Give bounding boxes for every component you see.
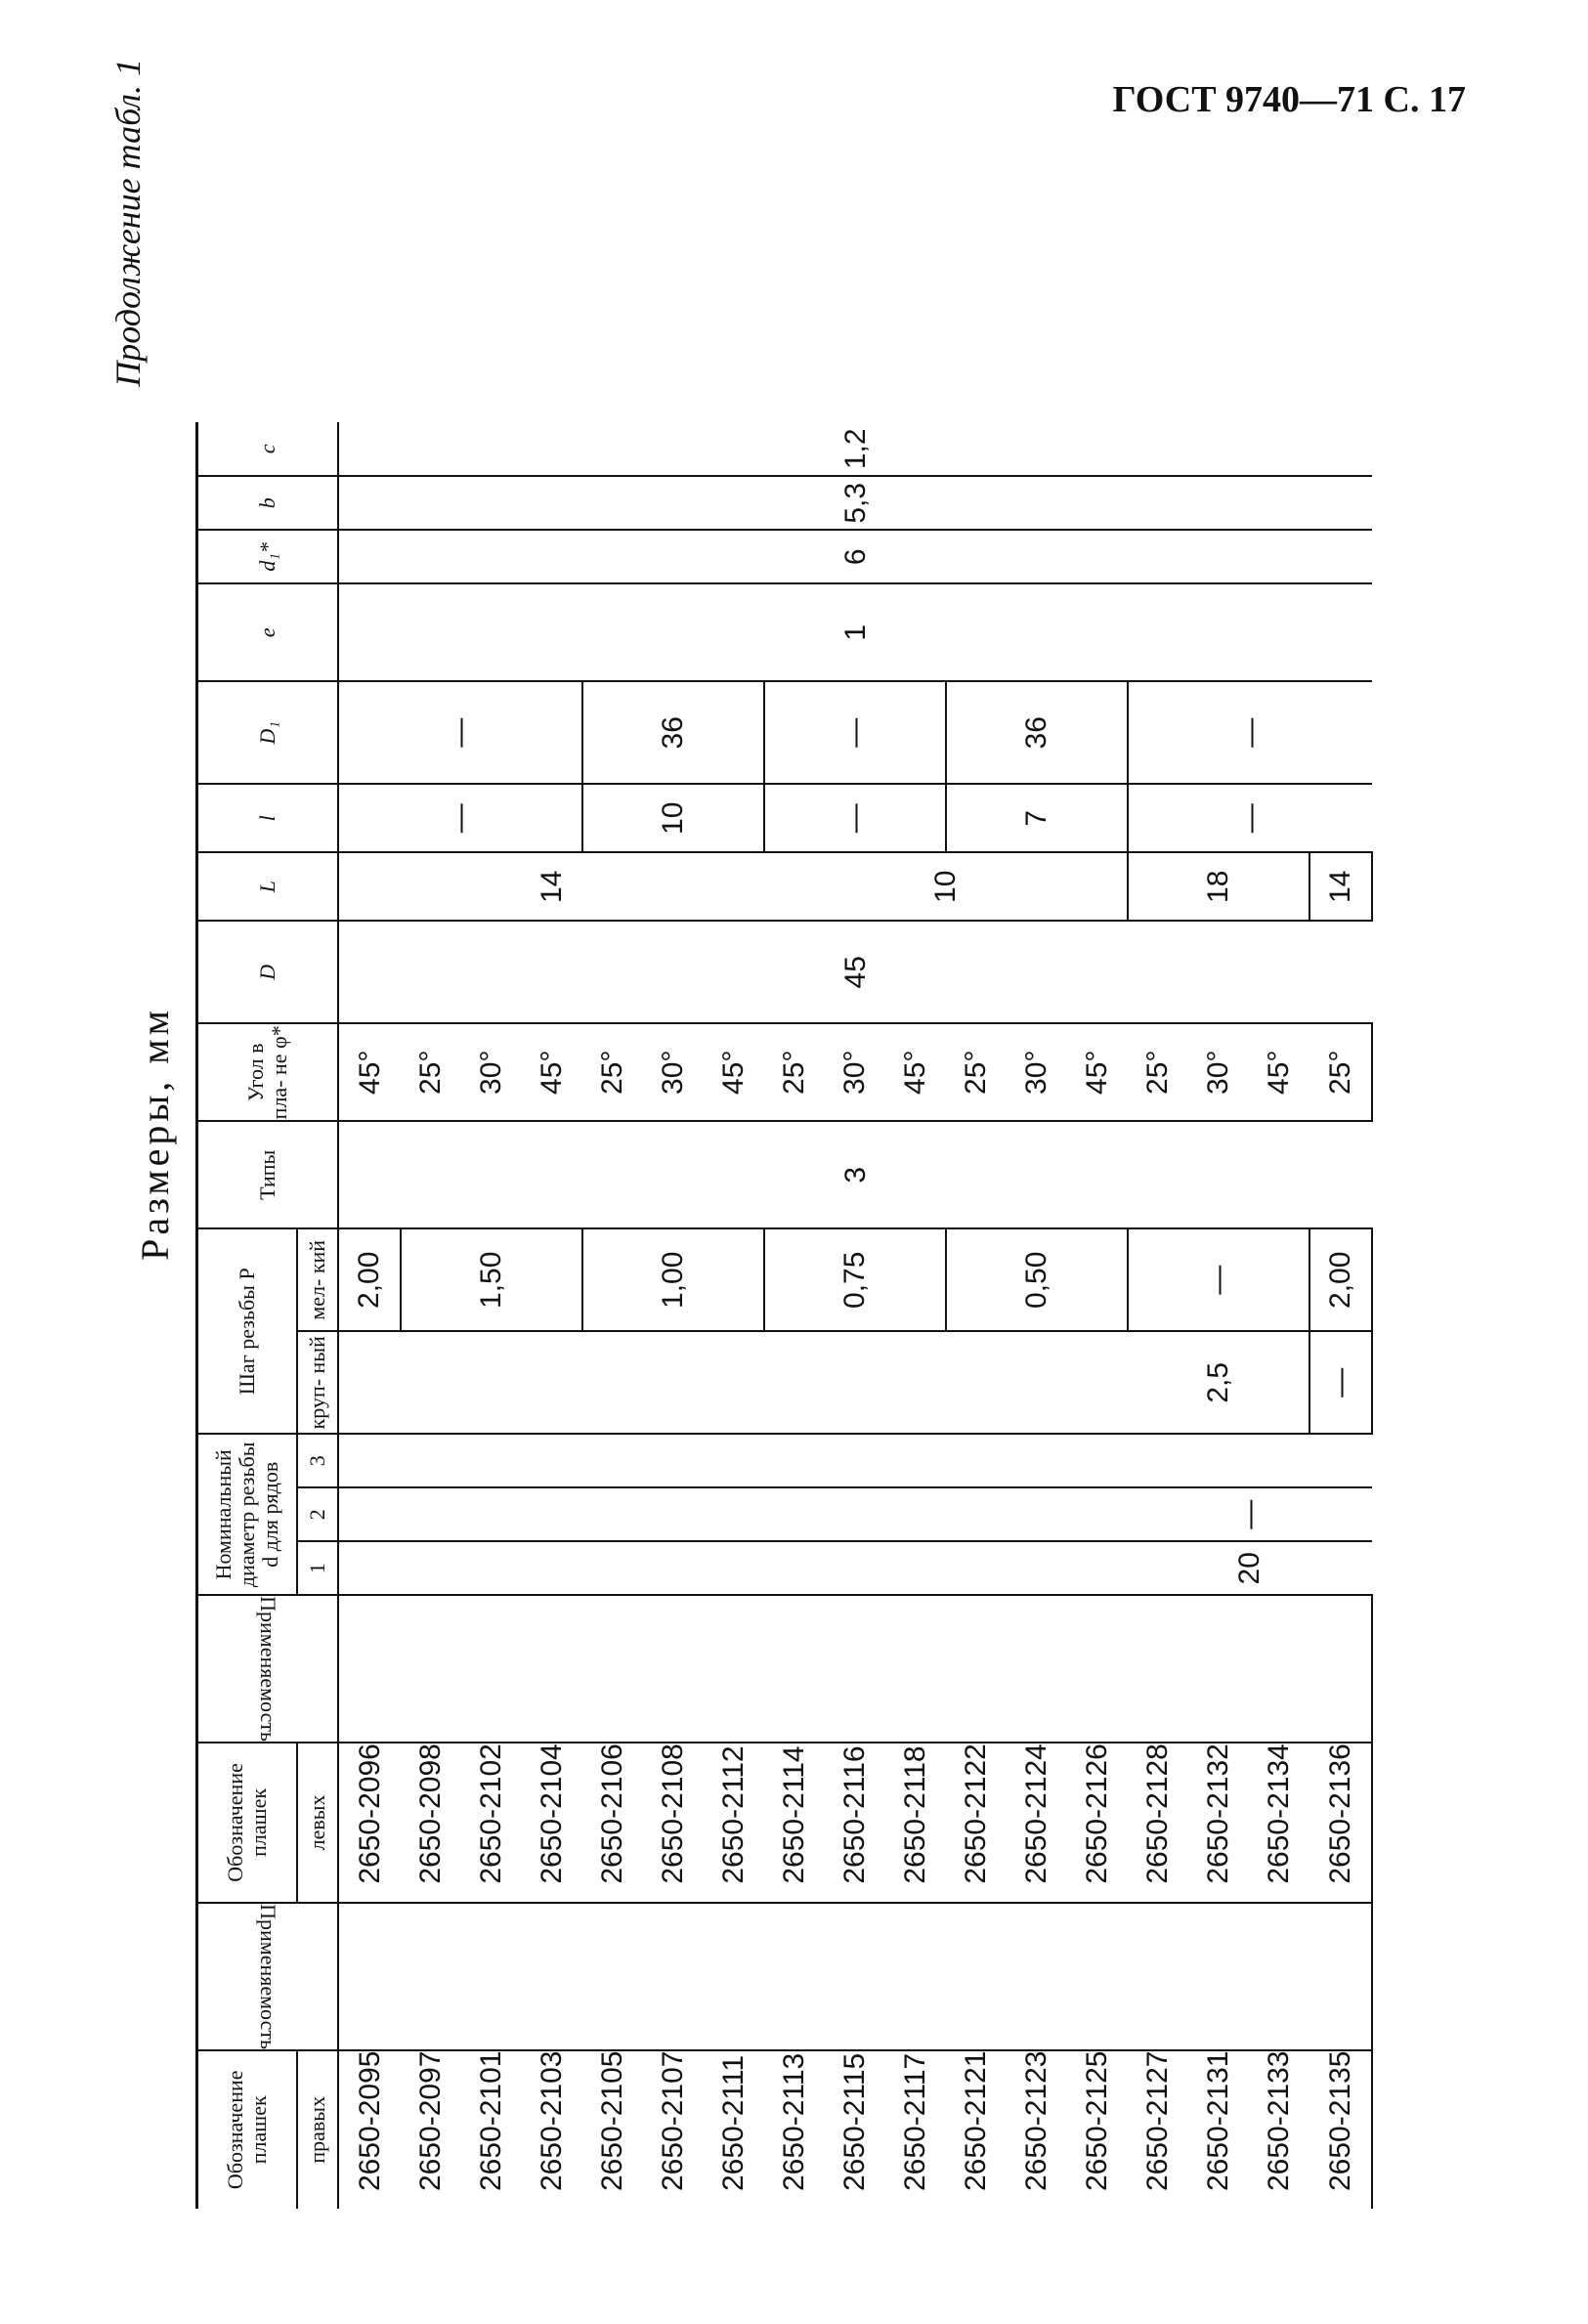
application-cell bbox=[1128, 1595, 1188, 1743]
angle-cell: 45° bbox=[704, 1023, 764, 1121]
left-code-cell: 2650-2106 bbox=[582, 1743, 643, 1902]
angle-cell: 25° bbox=[1309, 1023, 1372, 1121]
left-code-cell: 2650-2126 bbox=[1067, 1743, 1128, 1902]
left-code-cell: 2650-2122 bbox=[946, 1743, 1007, 1902]
pitch-fine-cell: 2,00 bbox=[1309, 1228, 1372, 1331]
application-cell bbox=[582, 1903, 643, 2050]
e-cell: 1 bbox=[338, 583, 1372, 681]
pitch-fine-cell: — bbox=[1128, 1228, 1309, 1331]
l-cell: — bbox=[338, 784, 582, 852]
application-cell bbox=[704, 1903, 764, 2050]
application-cell bbox=[338, 1595, 401, 1743]
application-cell bbox=[885, 1595, 946, 1743]
col-pitch: Шаг резьбы P bbox=[197, 1228, 298, 1434]
application-cell bbox=[825, 1903, 885, 2050]
left-code-cell: 2650-2112 bbox=[704, 1743, 764, 1902]
application-cell bbox=[764, 1595, 825, 1743]
application-cell bbox=[885, 1903, 946, 2050]
application-cell bbox=[704, 1595, 764, 1743]
application-cell bbox=[1067, 1595, 1128, 1743]
table-continuation-label: Продолжение табл. 1 bbox=[108, 59, 148, 387]
pitch-fine-cell: 0,50 bbox=[946, 1228, 1128, 1331]
L-cell: 10 bbox=[764, 852, 1128, 921]
application-cell bbox=[461, 1595, 522, 1743]
col-application-right: Применяемость bbox=[197, 1903, 339, 2050]
L-cell: 14 bbox=[1309, 852, 1372, 921]
col-b: b bbox=[197, 476, 339, 530]
left-code-cell: 2650-2096 bbox=[338, 1743, 401, 1902]
table-caption: Размеры, мм bbox=[133, 1007, 177, 1261]
application-cell bbox=[643, 1903, 704, 2050]
col-l: l bbox=[197, 784, 339, 852]
left-code-cell: 2650-2104 bbox=[522, 1743, 582, 1902]
application-cell bbox=[582, 1595, 643, 1743]
D1-cell: 36 bbox=[582, 681, 764, 784]
row2-cell: — bbox=[1128, 1487, 1372, 1541]
application-cell bbox=[1067, 1903, 1128, 2050]
D1-cell: — bbox=[338, 681, 582, 784]
left-code-cell: 2650-2132 bbox=[1188, 1743, 1249, 1902]
angle-cell: 30° bbox=[1007, 1023, 1067, 1121]
col-D1: D₁ bbox=[197, 681, 339, 784]
l-cell: 7 bbox=[946, 784, 1128, 852]
d1-cell: 6 bbox=[338, 530, 1372, 583]
left-code-cell: 2650-2118 bbox=[885, 1743, 946, 1902]
application-cell bbox=[461, 1903, 522, 2050]
col-designation-left: Обозначение плашек bbox=[197, 1743, 298, 1902]
page-header: ГОСТ 9740—71 С. 17 bbox=[1112, 79, 1466, 120]
left-code-cell: 2650-2136 bbox=[1309, 1743, 1372, 1902]
right-code-cell: 2650-2123 bbox=[1020, 2050, 1052, 2191]
L-cell: 18 bbox=[1128, 852, 1309, 921]
b-cell: 5,3 bbox=[338, 476, 1372, 530]
application-cell bbox=[1309, 1595, 1372, 1743]
application-cell bbox=[1007, 1903, 1067, 2050]
right-code-cell: 2650-2105 bbox=[596, 2050, 628, 2191]
angle-cell: 25° bbox=[764, 1023, 825, 1121]
angle-cell: 25° bbox=[582, 1023, 643, 1121]
col-pitch-coarse: круп- ный bbox=[297, 1331, 338, 1434]
row2-cell bbox=[338, 1487, 1128, 1541]
angle-cell: 30° bbox=[643, 1023, 704, 1121]
col-L: L bbox=[197, 852, 339, 921]
col-row-2: 2 bbox=[297, 1487, 338, 1541]
col-pitch-fine: мел- кий bbox=[297, 1228, 338, 1331]
D1-cell: — bbox=[1128, 681, 1372, 784]
left-code-cell: 2650-2116 bbox=[825, 1743, 885, 1902]
l-cell: — bbox=[1128, 784, 1372, 852]
application-cell bbox=[1309, 1903, 1372, 2050]
left-code-cell: 2650-2098 bbox=[401, 1743, 461, 1902]
angle-cell: 45° bbox=[338, 1023, 401, 1121]
col-angle: Угол в пла- не φ* bbox=[197, 1023, 339, 1121]
pitch-fine-cell: 2,00 bbox=[338, 1228, 401, 1331]
D1-cell: 36 bbox=[946, 681, 1128, 784]
angle-cell: 45° bbox=[522, 1023, 582, 1121]
angle-cell: 30° bbox=[461, 1023, 522, 1121]
col-row-3: 3 bbox=[297, 1434, 338, 1487]
right-code-cell: 2650-2117 bbox=[899, 2052, 931, 2191]
rotated-page-content bbox=[107, 59, 1378, 2209]
angle-cell: 25° bbox=[401, 1023, 461, 1121]
angle-cell: 25° bbox=[946, 1023, 1007, 1121]
angle-cell: 45° bbox=[885, 1023, 946, 1121]
row1-cell: 20 bbox=[1128, 1541, 1372, 1595]
row3-cell bbox=[338, 1434, 1128, 1487]
right-code-cell: 2650-2127 bbox=[1141, 2050, 1174, 2191]
left-code-cell: 2650-2102 bbox=[461, 1743, 522, 1902]
pitch-coarse-cell bbox=[338, 1331, 1128, 1434]
application-cell bbox=[401, 1903, 461, 2050]
pitch-fine-cell: 1,00 bbox=[582, 1228, 764, 1331]
L-cell: 14 bbox=[338, 852, 764, 921]
pitch-fine-cell: 1,50 bbox=[401, 1228, 582, 1331]
col-left: левых bbox=[297, 1743, 338, 1902]
col-right: правых bbox=[297, 2050, 338, 2209]
right-code-cell: 2650-2103 bbox=[536, 2050, 568, 2191]
dimensions-table bbox=[195, 422, 1373, 2209]
types-cell: 3 bbox=[338, 1121, 1372, 1228]
col-types: Типы bbox=[197, 1121, 339, 1228]
left-code-cell: 2650-2124 bbox=[1007, 1743, 1067, 1902]
application-cell bbox=[1249, 1595, 1309, 1743]
application-cell bbox=[946, 1903, 1007, 2050]
application-cell bbox=[764, 1903, 825, 2050]
c-cell: 1,2 bbox=[338, 422, 1372, 476]
col-designation-right: Обозначение плашек bbox=[197, 2050, 298, 2209]
left-code-cell: 2650-2134 bbox=[1249, 1743, 1309, 1902]
l-cell: — bbox=[764, 784, 946, 852]
right-code-cell: 2650-2107 bbox=[657, 2050, 689, 2191]
right-code-cell: 2650-2113 bbox=[778, 2052, 810, 2191]
pitch-fine-cell: 0,75 bbox=[764, 1228, 946, 1331]
right-code-cell: 2650-2095 bbox=[353, 2050, 386, 2191]
right-code-cell: 2650-2097 bbox=[414, 2050, 447, 2191]
application-cell bbox=[825, 1595, 885, 1743]
pitch-coarse-cell: — bbox=[1309, 1331, 1372, 1434]
row3-cell bbox=[1128, 1434, 1372, 1487]
col-nominal-diameter: Номинальный диаметр резьбы d для рядов bbox=[197, 1434, 298, 1595]
col-d1: d₁* bbox=[197, 530, 339, 583]
application-cell bbox=[338, 1903, 401, 2050]
left-code-cell: 2650-2128 bbox=[1128, 1743, 1188, 1902]
application-cell bbox=[1249, 1903, 1309, 2050]
right-code-cell: 2650-2125 bbox=[1081, 2050, 1113, 2191]
application-cell bbox=[522, 1595, 582, 1743]
angle-cell: 30° bbox=[1188, 1023, 1249, 1121]
right-code-cell: 2650-2115 bbox=[838, 2052, 871, 2191]
right-code-cell: 2650-2133 bbox=[1263, 2050, 1295, 2191]
application-cell bbox=[522, 1903, 582, 2050]
application-cell bbox=[643, 1595, 704, 1743]
col-c: c bbox=[197, 422, 339, 476]
angle-cell: 25° bbox=[1128, 1023, 1188, 1121]
col-e: e bbox=[197, 583, 339, 681]
D1-cell: — bbox=[764, 681, 946, 784]
right-code-cell: 2650-2121 bbox=[960, 2050, 992, 2191]
right-code-cell: 2650-2111 bbox=[717, 2054, 750, 2191]
application-cell bbox=[1188, 1903, 1249, 2050]
col-application-left: Применяемость bbox=[197, 1595, 339, 1743]
table-wrapper bbox=[195, 422, 1373, 2209]
right-code-cell: 2650-2131 bbox=[1202, 2050, 1234, 2191]
right-code-cell: 2650-2101 bbox=[475, 2050, 507, 2191]
application-cell bbox=[1128, 1903, 1188, 2050]
application-cell bbox=[946, 1595, 1007, 1743]
row1-cell bbox=[338, 1541, 1128, 1595]
pitch-coarse-cell: 2,5 bbox=[1128, 1331, 1309, 1434]
l-cell: 10 bbox=[582, 784, 764, 852]
application-cell bbox=[401, 1595, 461, 1743]
application-cell bbox=[1188, 1595, 1249, 1743]
col-row-1: 1 bbox=[297, 1541, 338, 1595]
angle-cell: 45° bbox=[1067, 1023, 1128, 1121]
D-cell: 45 bbox=[338, 921, 1372, 1023]
left-code-cell: 2650-2114 bbox=[764, 1743, 825, 1902]
col-D: D bbox=[197, 921, 339, 1023]
application-cell bbox=[1007, 1595, 1067, 1743]
angle-cell: 45° bbox=[1249, 1023, 1309, 1121]
left-code-cell: 2650-2108 bbox=[643, 1743, 704, 1902]
right-code-cell: 2650-2135 bbox=[1309, 2050, 1372, 2209]
angle-cell: 30° bbox=[825, 1023, 885, 1121]
